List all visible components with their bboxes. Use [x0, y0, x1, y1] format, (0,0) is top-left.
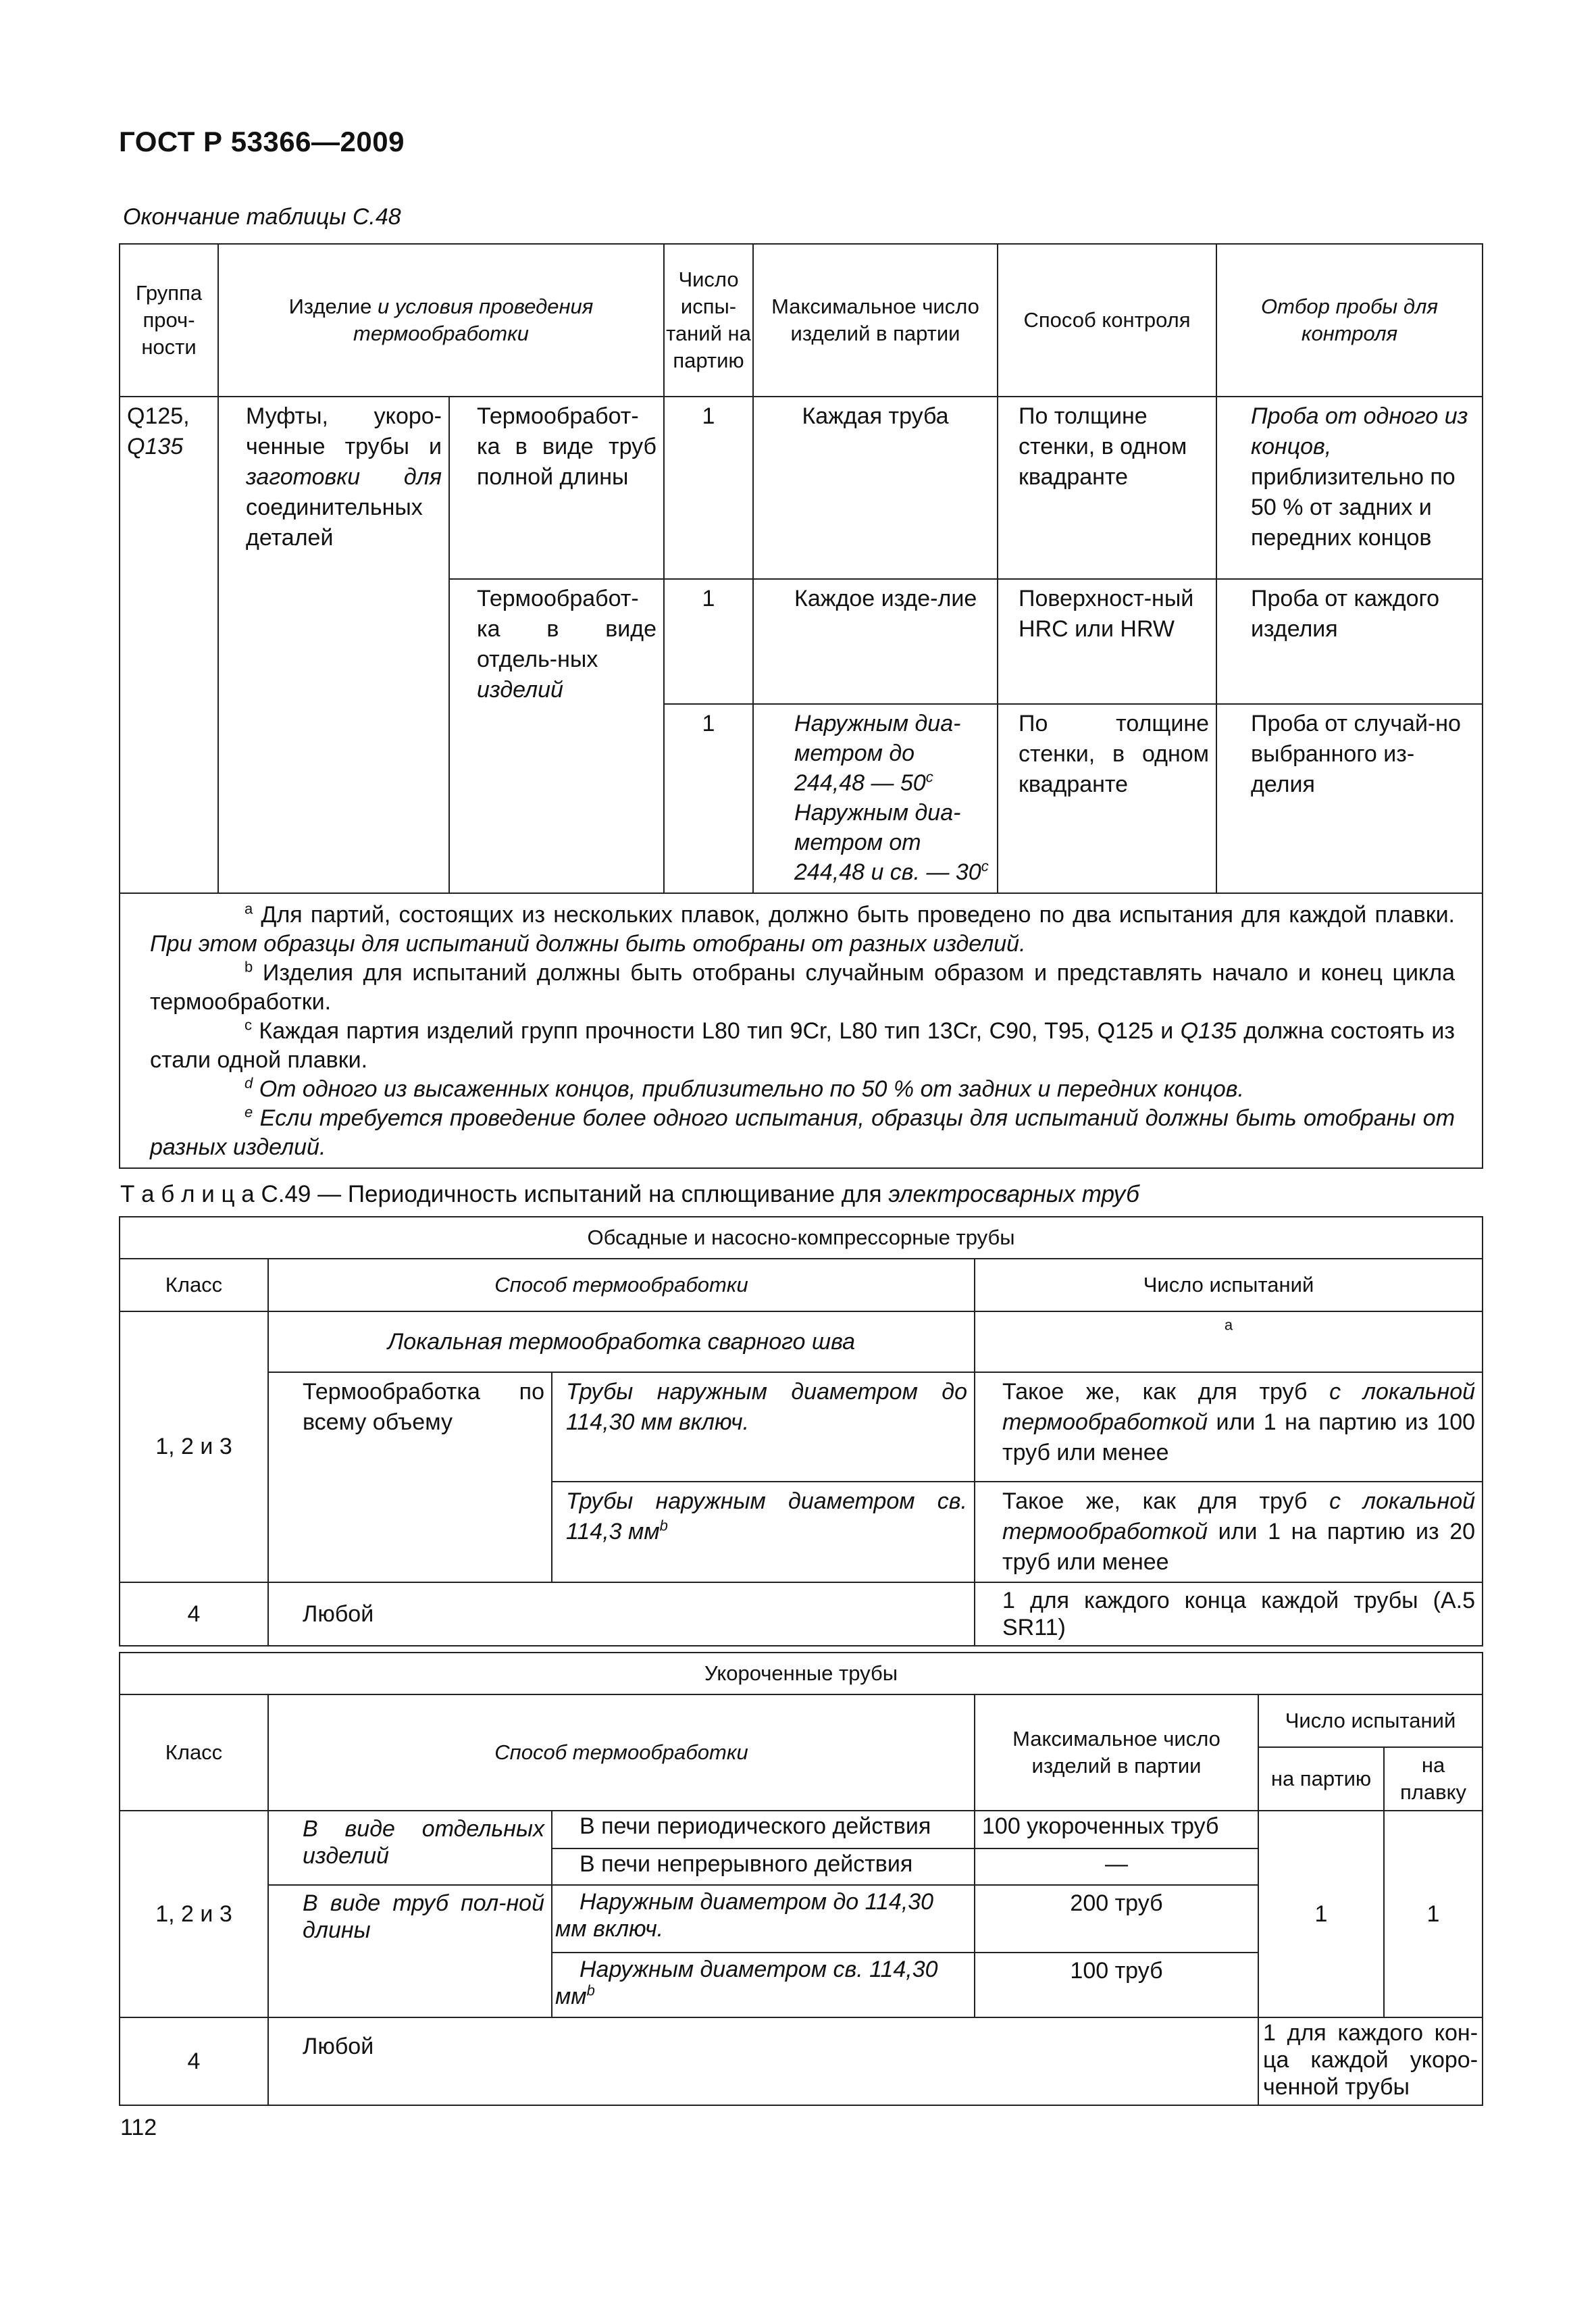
product-cell: [218, 397, 449, 893]
g-up-to-max: 200 труб: [975, 1885, 1258, 1953]
grade-q125: Q125,: [127, 403, 190, 429]
g-over-max: 100 труб: [975, 1953, 1258, 2017]
header-class: Класс: [120, 1259, 268, 1311]
footnote-e: [150, 1104, 1455, 1162]
sampling-1a: Проба от одного из концов,: [1251, 403, 1468, 459]
footnote-ref: c: [925, 768, 933, 786]
diameter-up-to: Трубы наружным диаметром до 114,30 мм включ.: [552, 1372, 975, 1482]
continuous-furnace-max: —: [975, 1848, 1258, 1885]
class-4: 4: [120, 2017, 268, 2105]
treatment-full-length: Термообработ-ка в виде труб полной длины: [449, 397, 664, 579]
header-method: Способ термообработки: [268, 1694, 975, 1811]
sampling-1b: приблизительно по 50 % от задних и передних концов: [1251, 464, 1456, 551]
header-grade: Группа проч-ности: [120, 244, 218, 397]
max-items-3: [753, 704, 998, 893]
t-b: с локальной термообработкой: [1002, 1488, 1476, 1544]
table-row: [120, 2017, 1483, 2105]
footnote-mark: d: [244, 1074, 253, 1092]
product-c: соединительных деталей: [246, 495, 423, 551]
sampling-2: Проба от каждого изделия: [1216, 579, 1483, 704]
treatment-separate-b: изделий: [477, 677, 563, 703]
footnote-mark: b: [244, 958, 253, 976]
max-items-2: Каждое изде-лие: [753, 579, 998, 704]
footnote-mark: e: [244, 1103, 253, 1121]
header-tests: Число испытаний: [1258, 1694, 1483, 1747]
class-4-tests: 1 для каждого конца каждой трубы (A.5 SR11): [975, 1582, 1483, 1646]
separate-items: В виде отдельных изделий: [268, 1811, 552, 1885]
sampling-3: Проба от случай-но выбранного из-делия: [1216, 704, 1483, 893]
header-product-b: и условия проведения термообработки: [353, 295, 594, 345]
table-c48: [119, 243, 1483, 1169]
treatment-separate: [449, 579, 664, 893]
footnote-ref: b: [586, 1982, 595, 1999]
class-4-tests: 1 для каждого кон-ца каждой укоро-ченной трубы: [1258, 2017, 1483, 2105]
test-count-1: 1: [664, 397, 753, 579]
footnote-b: [150, 959, 1455, 1017]
control-1: По толщине стенки, в одном квадранте: [998, 397, 1216, 579]
footnote-c-italic: Q135: [1180, 1018, 1237, 1044]
header-product-a: Изделие: [288, 295, 378, 318]
table-row: [120, 1811, 1483, 1848]
diameter-over: [552, 1482, 975, 1582]
table-row: [120, 397, 1483, 579]
max-items-1: Каждая труба: [753, 397, 998, 579]
diameter-over-text: Трубы наружным диаметром св. 114,3 мм: [566, 1488, 967, 1544]
table-c49-title-b: электросварных труб: [888, 1181, 1139, 1207]
footnotes-row: [120, 893, 1483, 1168]
section-row: [120, 1217, 1483, 1259]
table-row: [120, 1582, 1483, 1646]
t-a: Такое же, как для труб: [1002, 1379, 1330, 1405]
header-method: Способ термообработки: [268, 1259, 975, 1311]
header-per-heat: на плавку: [1384, 1747, 1483, 1811]
max-items-3a: Наружным диа-метром до 244,48 — 50: [794, 711, 961, 796]
table-row: [120, 1311, 1483, 1372]
header-max-items: Максимальное число изделий в партии: [975, 1694, 1258, 1811]
table-c49-casing: [119, 1216, 1483, 1646]
footnote-c-text: Каждая партия изделий групп прочности L80 тип 9Cr, L80 тип 13Cr, C90, T95, Q125 и: [252, 1018, 1181, 1044]
diameter-over-tests: [975, 1482, 1483, 1582]
header-class: Класс: [120, 1694, 268, 1811]
class-123: 1, 2 и 3: [120, 1811, 268, 2017]
header-max-items: Максимальное число изделий в партии: [753, 244, 998, 397]
class-123: 1, 2 и 3: [120, 1311, 268, 1582]
footnote-ref: b: [659, 1517, 668, 1534]
header-test-count: Число испы-таний на партию: [664, 244, 753, 397]
t-b: с локальной термообработкой: [1002, 1379, 1476, 1435]
test-count-2: 1: [664, 579, 753, 704]
treatment-separate-a: Термообработ-ка в виде отдель-ных: [477, 586, 657, 672]
periodic-furnace-max: 100 укороченных труб: [975, 1811, 1258, 1848]
control-3: По толщине стенки, в одном квадранте: [998, 704, 1216, 893]
table-header-row: [120, 1259, 1483, 1311]
header-product: [218, 244, 664, 397]
g-over: [552, 1953, 975, 2017]
footnote-mark: a: [244, 900, 253, 917]
footnote-a-text: Для партий, состоящих из нескольких плавок, должно быть проведено по два испытания для каждой плавки.: [253, 902, 1456, 928]
any-method: Любой: [268, 1582, 975, 1646]
table-c49-title-a: Т а б л и ц а С.49 — Периодичность испытаний на сплющивание для: [120, 1181, 889, 1207]
footnotes: [120, 893, 1483, 1168]
grade-cell: [120, 397, 218, 893]
header-tests: Число испытаний: [975, 1259, 1483, 1311]
table-c49-short-pipes: [119, 1652, 1483, 2106]
t-a: Такое же, как для труб: [1002, 1488, 1330, 1514]
test-count-3: 1: [664, 704, 753, 893]
per-heat-value: 1: [1384, 1811, 1483, 2017]
product-b: заготовки для: [246, 464, 442, 490]
table-c49-title: [120, 1181, 1139, 1208]
local-treatment: Локальная термообработка сварного шва: [268, 1311, 975, 1372]
section-casing: Обсадные и насосно-компрессорные трубы: [120, 1217, 1483, 1259]
grade-q135: Q135: [127, 434, 184, 459]
class-4: 4: [120, 1582, 268, 1646]
product-a: Муфты, укоро-ченные трубы и: [246, 403, 442, 459]
footnote-b-text: Изделия для испытаний должны быть отобраны случайным образом и представлять начало и конец цикла термообработки.: [150, 960, 1456, 1015]
control-2: Поверхност-ный HRC или HRW: [998, 579, 1216, 704]
diameter-up-to-tests: [975, 1372, 1483, 1482]
table-header-row: [120, 244, 1483, 397]
footnote-ref: c: [981, 857, 989, 875]
page-number: 112: [120, 2115, 157, 2140]
periodic-furnace: В печи периодического действия: [552, 1811, 975, 1848]
footnote-a-text-italic: При этом образцы для испытаний должны быть отобраны от разных изделий.: [150, 931, 1026, 957]
footnote-e-text: Если требуется проведение более одного испытания, образцы для испытаний должны быть отобраны от разных изделий.: [150, 1105, 1456, 1160]
max-items-3b: Наружным диа-метром от 244,48 и св. — 30: [794, 800, 981, 885]
header-sampling: Отбор пробы для контроля: [1216, 244, 1483, 397]
footnote-c: [150, 1017, 1455, 1075]
header-per-lot: на партию: [1258, 1747, 1384, 1811]
header-control-method: Способ контроля: [998, 244, 1216, 397]
table-header-row: [120, 1694, 1483, 1747]
any-method: Любой: [268, 2017, 1258, 2105]
full-length-pipes: В виде труб пол-ной длины: [268, 1885, 552, 2017]
sampling-1: [1216, 397, 1483, 579]
t-c: или 1 на партию из 100 труб или менее: [1002, 1409, 1476, 1465]
footnote-d: [150, 1075, 1455, 1104]
g-over-text: Наружным диаметром св. 114,30 мм: [555, 1957, 938, 2009]
local-tests: [975, 1311, 1483, 1372]
full-volume-treatment: Термообработка по всему объему: [268, 1372, 552, 1582]
footnote-c-text-end: должна состоять из стали одной плавки.: [150, 1018, 1456, 1073]
footnote-ref: a: [1224, 1316, 1233, 1334]
t-c: или 1 на партию из 20 труб или менее: [1002, 1519, 1476, 1575]
section-short-pipes: Укороченные трубы: [120, 1653, 1483, 1694]
footnote-d-text: От одного из высаженных концов, приблизительно по 50 % от задних и передних концов.: [253, 1076, 1244, 1102]
table-row: [120, 1372, 1483, 1482]
standard-header: ГОСТ Р 53366—2009: [119, 126, 405, 157]
g-up-to: Наружным диаметром до 114,30 мм включ.: [552, 1885, 975, 1953]
per-lot-value: 1: [1258, 1811, 1384, 2017]
section-row: [120, 1653, 1483, 1694]
continuous-furnace: В печи непрерывного действия: [552, 1848, 975, 1885]
table-continuation-caption: Окончание таблицы С.48: [123, 204, 401, 230]
footnote-a: [150, 901, 1455, 959]
footnote-mark: c: [244, 1016, 252, 1034]
